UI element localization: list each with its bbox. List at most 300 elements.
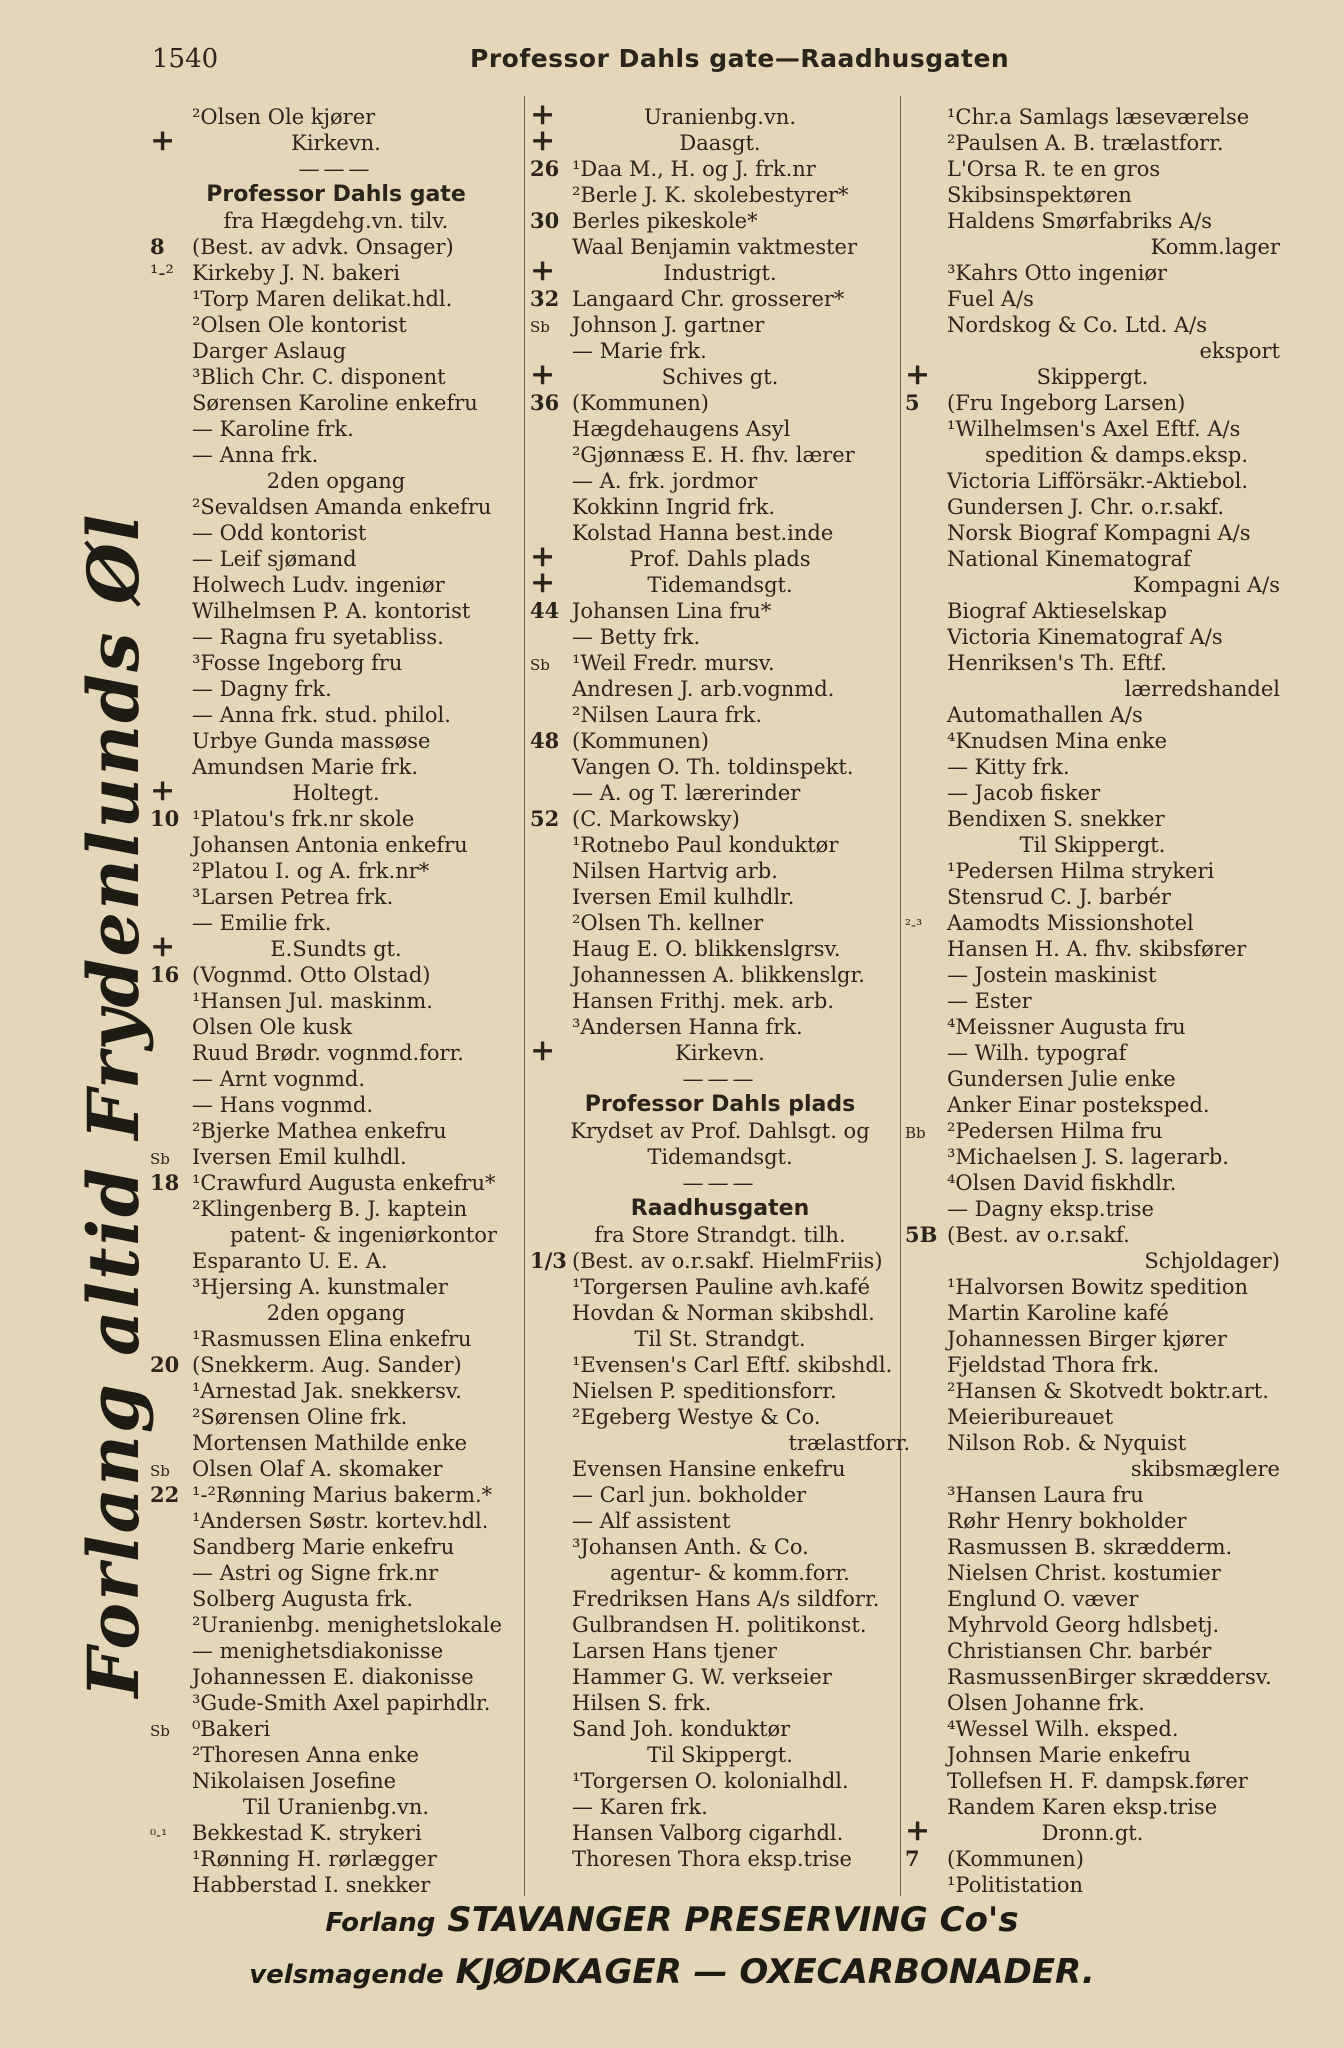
entry [150, 1846, 522, 1872]
cross-street [150, 936, 522, 962]
entry-text: Johannessen E. diakonisse [192, 1665, 474, 1689]
entry-text: Skibsinspektøren [947, 183, 1132, 207]
entry [905, 1352, 1280, 1378]
entry-text: Daasgt. [679, 131, 761, 155]
entry-text: ³Hjersing A. kunstmaler [192, 1275, 448, 1299]
entry [530, 1378, 910, 1404]
entry [530, 910, 910, 936]
entry-text: ³Johansen Anth. & Co. [572, 1535, 809, 1559]
entry-text: Uranienbg.vn. [643, 105, 797, 129]
note [905, 832, 1280, 858]
entry-prefix: 10 [150, 806, 180, 831]
note [530, 1742, 910, 1768]
entry-text: ¹Halvorsen Bowitz spedition [947, 1275, 1248, 1299]
entry-text: Nilsen Hartvig arb. [572, 859, 778, 883]
entry-text: ¹Torgersen Pauline avh.kafé [572, 1275, 871, 1299]
entry-text: 2den opgang [266, 469, 406, 493]
entry [150, 520, 522, 546]
column-2 [530, 104, 910, 1872]
entry-text: trælastforr. [788, 1431, 910, 1455]
entry [150, 1404, 522, 1430]
entry-text: Evensen Hansine enkefru [572, 1457, 846, 1481]
column-3 [905, 104, 1280, 1898]
entry-text: Berles pikeskole* [572, 209, 758, 233]
entry [905, 130, 1280, 156]
entry [150, 702, 522, 728]
entry [150, 910, 522, 936]
entry-text: Fuel A/s [947, 287, 1034, 311]
entry [150, 624, 522, 650]
entry-text: — A. og T. lærerinder [572, 781, 801, 805]
entry [905, 650, 1280, 676]
entry-text: Nordskog & Co. Ltd. A/s [947, 313, 1208, 337]
entry [530, 520, 910, 546]
entry-text: ¹-²Rønning Marius bakerm.* [192, 1483, 493, 1507]
footer-brand: STAVANGER PRESERVING Co's [447, 1900, 1019, 1940]
entry-text: Kirkevn. [675, 1041, 765, 1065]
cross-street-marker: + [905, 1820, 931, 1846]
entry-prefix: 48 [530, 728, 560, 753]
continuation [905, 338, 1280, 364]
entry-text: ²Pedersen Hilma fru [947, 1119, 1163, 1143]
entry [905, 520, 1280, 546]
separator [530, 1066, 910, 1092]
entry-text: (Kommunen) [947, 1847, 1084, 1871]
entry-text: Fjeldstad Thora frk. [947, 1353, 1160, 1377]
entry-text: ¹Wilhelmsen's Axel Eftf. A/s [947, 417, 1241, 441]
continuation [905, 572, 1280, 598]
entry [905, 624, 1280, 650]
entry-text: ¹Chr.a Samlags læseværelse [947, 105, 1250, 129]
entry-text: — Hans vognmd. [192, 1093, 373, 1117]
entry [905, 416, 1280, 442]
entry-text: Hægdehaugens Asyl [572, 417, 791, 441]
entry [530, 1612, 910, 1638]
entry-text: ¹Crawfurd Augusta enkefru* [192, 1171, 496, 1195]
entry-text: Johannessen Birger kjører [947, 1327, 1227, 1351]
entry [530, 1300, 910, 1326]
footer-advertisement-line-2 [0, 1952, 1344, 1992]
entry-text: ²Nilsen Laura frk. [572, 703, 763, 727]
entry-text: (Best. av o.r.sakf. HielmFriis) [572, 1249, 883, 1273]
entry-text: — Jacob fisker [947, 781, 1101, 805]
cross-street-marker: + [530, 1040, 556, 1066]
entry [905, 1612, 1280, 1638]
entry-text: Langaard Chr. grosserer* [572, 287, 845, 311]
entry-prefix: Sb [530, 318, 550, 336]
entry [530, 884, 910, 910]
continuation [905, 676, 1280, 702]
entry [150, 1664, 522, 1690]
entry-prefix: 44 [530, 598, 560, 623]
entry [905, 208, 1280, 234]
entry [530, 1638, 910, 1664]
entry-text: Mortensen Mathilde enke [192, 1431, 468, 1455]
entry-text: Nielsen P. speditionsforr. [572, 1379, 837, 1403]
house-number-entry [905, 1222, 1280, 1248]
entry [150, 1144, 522, 1170]
entry-prefix: ¹-² [150, 261, 174, 285]
entry-text: Christiansen Chr. barbér [947, 1639, 1212, 1663]
entry-text: ⁰Bakeri [192, 1717, 271, 1741]
entry-prefix: 1/3 [530, 1248, 567, 1273]
entry-prefix: 5B [905, 1222, 938, 1247]
entry [150, 1638, 522, 1664]
cross-street [530, 364, 910, 390]
entry [905, 156, 1280, 182]
entry-text: L'Orsa R. te en gros [947, 157, 1161, 181]
entry-text: ¹Rotnebo Paul konduktør [572, 833, 839, 857]
entry [905, 1274, 1280, 1300]
page-number: 1540 [152, 44, 219, 74]
continuation [905, 1456, 1280, 1482]
entry [530, 494, 910, 520]
entry [905, 1638, 1280, 1664]
entry-text: Nikolaisen Josefine [192, 1769, 397, 1793]
cross-street-marker: + [530, 546, 556, 572]
entry-text: Rasmussen B. skrædderm. [947, 1535, 1233, 1559]
entry [530, 1508, 910, 1534]
entry [905, 1534, 1280, 1560]
entry-text: — Emilie frk. [192, 911, 332, 935]
entry-text: Anker Einar posteksped. [947, 1093, 1210, 1117]
footer-products: KJØDKAGER — OXECARBONADER. [455, 1952, 1095, 1992]
entry-text: — Dagny frk. [192, 677, 332, 701]
entry-text: fra Store Strandgt. tilh. [594, 1223, 846, 1247]
entry-text: Johansen Lina fru* [572, 599, 772, 623]
entry [530, 624, 910, 650]
entry-text: Myhrvold Georg hdlsbetj. [947, 1613, 1220, 1637]
entry-text: (C. Markowsky) [572, 807, 740, 831]
entry-text: ¹Arnestad Jak. snekkersv. [192, 1379, 462, 1403]
entry-text: ²Berle J. K. skolebestyrer* [572, 183, 849, 207]
entry [905, 754, 1280, 780]
entry-text: Røhr Henry bokholder [947, 1509, 1187, 1533]
entry [150, 1248, 522, 1274]
entry-text: ⁴Meissner Augusta fru [947, 1015, 1186, 1039]
entry-text: Haldens Smørfabriks A/s [947, 209, 1213, 233]
continuation [905, 234, 1280, 260]
cross-street-marker: + [150, 130, 176, 156]
entry [530, 1794, 910, 1820]
entry-text: Kirkevn. [291, 131, 381, 155]
entry [150, 416, 522, 442]
cross-street-marker: + [530, 364, 556, 390]
entry-text: Tollefsen H. F. dampsk.fører [947, 1769, 1248, 1793]
entry [150, 338, 522, 364]
entry-prefix: 22 [150, 1482, 180, 1507]
continuation [530, 1560, 910, 1586]
entry-text: Amundsen Marie frk. [192, 755, 419, 779]
entry [150, 884, 522, 910]
section-heading [530, 1196, 910, 1222]
cross-street-marker: + [530, 260, 556, 286]
cross-street [530, 546, 910, 572]
entry-text: eksport [1199, 339, 1280, 363]
entry-prefix: Sb [530, 656, 550, 674]
entry-text: — Arnt vognmd. [192, 1067, 366, 1091]
entry [150, 598, 522, 624]
entry-text: National Kinematograf [947, 547, 1191, 571]
entry-text: Automathallen A/s [947, 703, 1143, 727]
entry-text: Solberg Augusta frk. [192, 1587, 414, 1611]
entry-text: Kirkeby J. N. bakeri [192, 261, 400, 285]
entry [150, 1586, 522, 1612]
entry-text: Ruud Brødr. vognmd.forr. [192, 1041, 464, 1065]
entry [150, 1612, 522, 1638]
house-number-entry [530, 208, 910, 234]
entry [150, 728, 522, 754]
entry-text: ¹Andersen Søstr. kortev.hdl. [192, 1509, 489, 1533]
entry-text: fra Hægdehg.vn. tilv. [223, 209, 449, 233]
house-number-entry [150, 806, 522, 832]
entry-text: ¹Evensen's Carl Eftf. skibshdl. [572, 1353, 893, 1377]
entry-text: Biograf Aktieselskap [947, 599, 1168, 623]
entry-text: agentur- & komm.forr. [610, 1561, 850, 1585]
entry-text: Hansen Valborg cigarhdl. [572, 1821, 844, 1845]
entry [150, 1716, 522, 1742]
continuation [905, 1248, 1280, 1274]
entry [150, 260, 522, 286]
entry [150, 1534, 522, 1560]
entry-text: RasmussenBirger skræddersv. [947, 1665, 1272, 1689]
house-number-entry [530, 390, 910, 416]
entry-text: Bendixen S. snekker [947, 807, 1165, 831]
entry [905, 702, 1280, 728]
entry-text: — Betty frk. [572, 625, 701, 649]
entry-text: ³Fosse Ingeborg fru [192, 651, 403, 675]
cross-street [150, 780, 522, 806]
entry-prefix: Sb [150, 1722, 170, 1740]
cross-street-marker: + [530, 130, 556, 156]
entry-text: skibsmæglere [1130, 1457, 1280, 1481]
cross-street [905, 1820, 1280, 1846]
entry [905, 494, 1280, 520]
entry-text: ²Uranienbg. menighetslokale [192, 1613, 503, 1637]
entry [530, 1664, 910, 1690]
entry [150, 1820, 522, 1846]
entry-text: ³Kahrs Otto ingeniør [947, 261, 1168, 285]
entry [530, 832, 910, 858]
entry-text: Wilhelmsen P. A. kontorist [192, 599, 471, 623]
entry-prefix: 16 [150, 962, 180, 987]
entry-text: ³Andersen Hanna frk. [572, 1015, 803, 1039]
cross-street-marker: + [530, 572, 556, 598]
entry [530, 780, 910, 806]
house-number-entry [530, 1248, 910, 1274]
section-heading [150, 182, 522, 208]
entry [150, 988, 522, 1014]
entry-text: ²Bjerke Mathea enkefru [192, 1119, 447, 1143]
house-number-entry [150, 962, 522, 988]
entry [150, 1508, 522, 1534]
entry-text: patent- & ingeniørkontor [230, 1223, 497, 1247]
entry-text: Kokkinn Ingrid frk. [572, 495, 776, 519]
entry [150, 650, 522, 676]
entry [150, 312, 522, 338]
entry [150, 832, 522, 858]
column-1 [150, 104, 522, 1898]
entry-text: Olsen Ole kusk [192, 1015, 353, 1039]
entry-text: Hansen Frithj. mek. arb. [572, 989, 835, 1013]
entry-text: Gundersen Julie enke [947, 1067, 1176, 1091]
entry-text: Victoria Lifförsäkr.-Aktiebol. [947, 469, 1249, 493]
entry [150, 1430, 522, 1456]
running-header: Professor Dahls gate—Raadhusgaten [470, 44, 1010, 73]
entry-text: Norsk Biograf Kompagni A/s [947, 521, 1251, 545]
entry-text: ³Hansen Laura fru [947, 1483, 1144, 1507]
entry [905, 260, 1280, 286]
entry [150, 1092, 522, 1118]
entry-prefix: 8 [150, 234, 165, 259]
entry [150, 1066, 522, 1092]
entry-prefix: 26 [530, 156, 560, 181]
cross-street [530, 572, 910, 598]
house-number-entry [150, 1352, 522, 1378]
entry [905, 1326, 1280, 1352]
entry-text: Til Uranienbg.vn. [242, 1795, 430, 1819]
entry-text: ¹Platou's frk.nr skole [192, 807, 415, 831]
entry-prefix: Bb [905, 1124, 926, 1142]
entry-text: Tidemandsgt. [647, 1145, 793, 1169]
cross-street-marker: + [150, 936, 176, 962]
entry-text: Iversen Emil kulhdlr. [572, 885, 795, 909]
house-number-entry [150, 1170, 522, 1196]
entry [150, 1274, 522, 1300]
entry [905, 1170, 1280, 1196]
entry [530, 988, 910, 1014]
entry-text: ³Gude-Smith Axel papirhdlr. [192, 1691, 491, 1715]
entry [530, 1534, 910, 1560]
entry-text: — Karoline frk. [192, 417, 354, 441]
cross-street [530, 260, 910, 286]
entry-text: Stensrud C. J. barbér [947, 885, 1171, 909]
entry-text: (Kommunen) [572, 391, 709, 415]
entry [530, 1482, 910, 1508]
entry [905, 936, 1280, 962]
entry-prefix: 18 [150, 1170, 180, 1195]
house-number-entry [530, 728, 910, 754]
entry [150, 1196, 522, 1222]
entry [150, 390, 522, 416]
entry-text: ——— [298, 157, 374, 181]
entry [905, 182, 1280, 208]
entry-text: ³Michaelsen J. S. lagerarb. [947, 1145, 1229, 1169]
entry [905, 1794, 1280, 1820]
entry-text: Waal Benjamin vaktmester [572, 235, 858, 259]
entry-text: — A. frk. jordmor [572, 469, 758, 493]
entry [905, 1482, 1280, 1508]
entry [530, 338, 910, 364]
entry [530, 1404, 910, 1430]
entry-text: — Astri og Signe frk.nr [192, 1561, 439, 1585]
entry [905, 1716, 1280, 1742]
entry-text: ¹Torgersen O. kolonialhdl. [572, 1769, 849, 1793]
entry-text: ¹Torp Maren delikat.hdl. [192, 287, 453, 311]
entry [530, 1716, 910, 1742]
entry-text: — Leif sjømand [192, 547, 357, 571]
entry [905, 1430, 1280, 1456]
entry-text: Kolstad Hanna best.inde [572, 521, 834, 545]
entry-text: ——— [682, 1067, 758, 1091]
entry [150, 676, 522, 702]
entry [905, 884, 1280, 910]
entry [905, 546, 1280, 572]
entry-text: Til Skippergt. [647, 1743, 793, 1767]
entry [150, 1118, 522, 1144]
entry-text: — Jostein maskinist [947, 963, 1157, 987]
entry-text: ²Olsen Th. kellner [572, 911, 764, 935]
entry [905, 1092, 1280, 1118]
cross-street [530, 104, 910, 130]
entry-text: ²Hansen & Skotvedt boktr.art. [947, 1379, 1269, 1403]
cross-street [530, 130, 910, 156]
entry [530, 234, 910, 260]
entry-text: Professor Dahls gate [206, 182, 466, 207]
entry-text: — Kitty frk. [947, 755, 1070, 779]
entry-text: Gulbrandsen H. politikonst. [572, 1613, 867, 1637]
entry-prefix: 30 [530, 208, 560, 233]
entry-text: Meieribureauet [947, 1405, 1114, 1429]
entry-text: Bekkestad K. strykeri [192, 1821, 422, 1845]
entry-text: — Odd kontorist [192, 521, 367, 545]
entry [150, 494, 522, 520]
entry-text: Prof. Dahls plads [629, 547, 811, 571]
entry-text: ²Platou I. og A. frk.nr* [192, 859, 430, 883]
entry-text: ³Blich Chr. C. disponent [192, 365, 446, 389]
entry-text: Industrigt. [663, 261, 777, 285]
entry-text: ⁴Olsen David fiskhdlr. [947, 1171, 1177, 1195]
entry [905, 1118, 1280, 1144]
entry-text: Til St. Strandgt. [634, 1327, 806, 1351]
entry-text: — Karen frk. [572, 1795, 708, 1819]
note [530, 1118, 910, 1144]
entry-text: Tidemandsgt. [647, 573, 793, 597]
note [530, 1326, 910, 1352]
entry [530, 1456, 910, 1482]
entry-text: Aamodts Missionshotel [947, 911, 1194, 935]
entry [150, 572, 522, 598]
entry-text: ²Klingenberg B. J. kaptein [192, 1197, 468, 1221]
entry-text: Nilson Rob. & Nyquist [947, 1431, 1187, 1455]
entry [150, 1768, 522, 1794]
entry-prefix: 36 [530, 390, 560, 415]
entry-text: ²Sevaldsen Amanda enkefru [192, 495, 492, 519]
entry-text: Komm.lager [1150, 235, 1280, 259]
entry-text: Hansen H. A. fhv. skibsfører [947, 937, 1247, 961]
entry-text: Dronn.gt. [1041, 1821, 1144, 1845]
entry [905, 806, 1280, 832]
note [530, 1222, 910, 1248]
entry-text: Randem Karen eksp.trise [947, 1795, 1218, 1819]
entry-text: — menighetsdiakonisse [192, 1639, 444, 1663]
entry-text: ²Sørensen Oline frk. [192, 1405, 408, 1429]
entry [905, 1508, 1280, 1534]
entry-text: Victoria Kinematograf A/s [947, 625, 1223, 649]
entry-prefix: ²-³ [905, 916, 923, 934]
cross-street [905, 364, 1280, 390]
entry-text: — Anna frk. [192, 443, 319, 467]
entry-text: Vangen O. Th. toldinspekt. [572, 755, 854, 779]
entry-text: ²Gjønnæss E. H. fhv. lærer [572, 443, 855, 467]
entry-text: Krydset av Prof. Dahlsgt. og [570, 1119, 870, 1143]
entry [905, 1144, 1280, 1170]
entry-text: ⁴Wessel Wilh. eksped. [947, 1717, 1179, 1741]
note [530, 1144, 910, 1170]
cross-street-marker: + [530, 104, 556, 130]
entry [905, 988, 1280, 1014]
entry-text: ¹Politistation [947, 1873, 1083, 1897]
